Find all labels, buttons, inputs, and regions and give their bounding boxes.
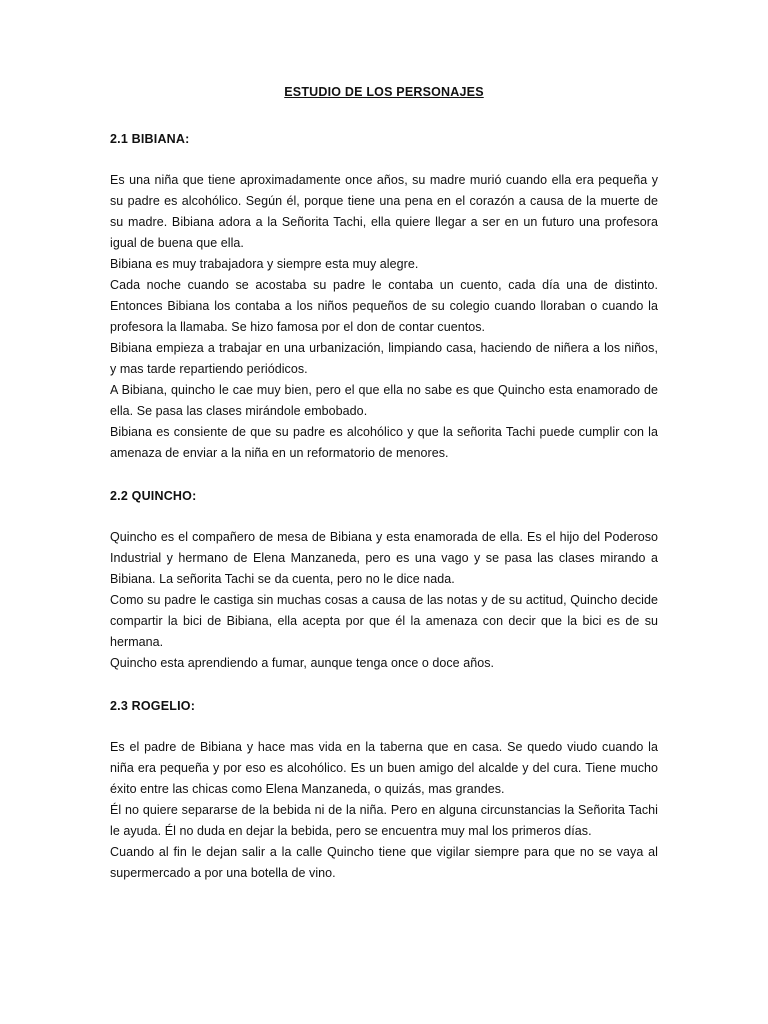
paragraph: Es el padre de Bibiana y hace mas vida en la taberna que en casa. Se quedo viudo cuando la niña era pequeña y por eso es alcohólico. Es un buen amigo del alcalde y del cura. Tiene mucho éxito entre las chicas como Elena Manzaneda, o quizás, mas grandes. xyxy=(110,740,658,796)
document-page xyxy=(110,82,658,906)
paragraph: Bibiana es consiente de que su padre es alcohólico y que la señorita Tachi puede cumplir con la amenaza de enviar a la niña en un reformatorio de menores. xyxy=(110,425,658,460)
section-heading-bibiana: 2.1 BIBIANA: xyxy=(110,132,190,146)
section-body-bibiana xyxy=(110,170,658,464)
section-body-quincho xyxy=(110,527,658,674)
paragraph: Quincho es el compañero de mesa de Bibiana y esta enamorada de ella. Es el hijo del Poderoso Industrial y hermano de Elena Manzaneda, pero es una vago y se pasa las clases mirando a Bibiana. La señorita Tachi se da cuenta, pero no le dice nada. xyxy=(110,530,658,586)
paragraph: Cada noche cuando se acostaba su padre le contaba un cuento, cada día una de distinto. Entonces Bibiana los contaba a los niños pequeños de su colegio cuando lloraban o cuando la profesora la llamaba. Se hizo famosa por el don de contar cuentos. xyxy=(110,278,658,334)
paragraph: Quincho esta aprendiendo a fumar, aunque tenga once o doce años. xyxy=(110,656,495,670)
paragraph: Como su padre le castiga sin muchas cosas a causa de las notas y de su actitud, Quincho decide compartir la bici de Bibiana, ella acepta por que él la amenaza con decir que la bici es de su hermana. xyxy=(110,593,658,649)
section-heading-quincho: 2.2 QUINCHO: xyxy=(110,489,197,503)
section-body-rogelio xyxy=(110,737,658,884)
paragraph: Es una niña que tiene aproximadamente once años, su madre murió cuando ella era pequeña y su padre es alcohólico. Según él, porque tiene una pena en el corazón a causa de la muerte de su madre. Bibiana adora a la Señorita Tachi, ella quiere llegar a ser en un futuro una profesora igual de buena que ella. xyxy=(110,173,658,250)
section-heading-rogelio: 2.3 ROGELIO: xyxy=(110,699,196,713)
document-title: ESTUDIO DE LOS PERSONAJES xyxy=(284,85,484,99)
paragraph: A Bibiana, quincho le cae muy bien, pero el que ella no sabe es que Quincho esta enamorado de ella. Se pasa las clases mirándole embobado. xyxy=(110,383,658,418)
paragraph: Cuando al fin le dejan salir a la calle Quincho tiene que vigilar siempre para que no se vaya al supermercado a por una botella de vino. xyxy=(110,845,658,880)
paragraph: Bibiana es muy trabajadora y siempre esta muy alegre. xyxy=(110,257,419,271)
paragraph: Bibiana empieza a trabajar en una urbanización, limpiando casa, haciendo de niñera a los niños, y mas tarde repartiendo periódicos. xyxy=(110,341,658,376)
paragraph: Él no quiere separarse de la bebida ni de la niña. Pero en alguna circunstancias la Señorita Tachi le ayuda. Él no duda en dejar la bebida, pero se encuentra muy mal los primeros días. xyxy=(110,803,658,838)
